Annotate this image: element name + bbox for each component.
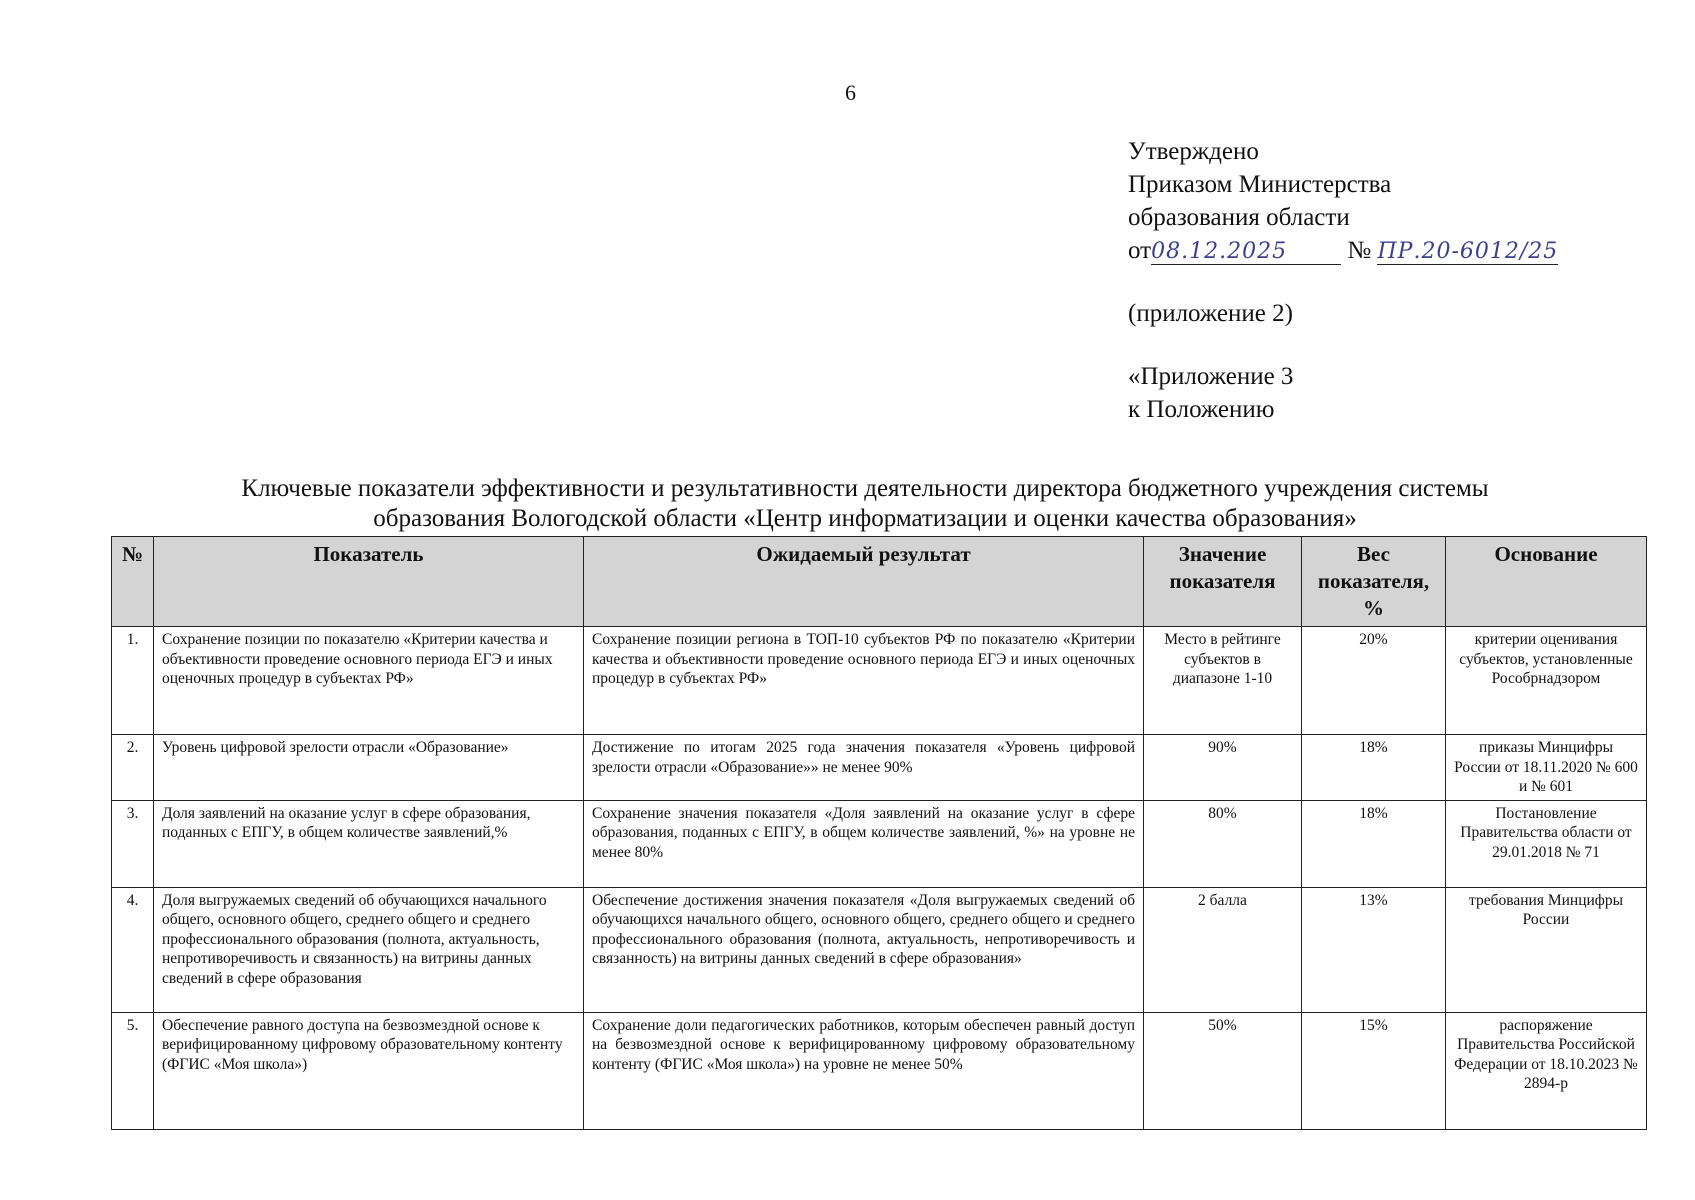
cell-indicator: Доля заявлений на оказание услуг в сфере образования, поданных с ЕПГУ, в общем количестве заявлений,%: [154, 800, 584, 887]
table-row: [112, 1012, 1647, 1129]
header-result: Ожидаемый результат: [584, 537, 1144, 627]
header-value: Значение показателя: [1144, 537, 1302, 627]
cell-basis: приказы Минцифры России от 18.11.2020 № 600 и № 601: [1446, 735, 1647, 801]
cell-weight: 15%: [1302, 1012, 1446, 1129]
ministry-label: образования области: [1128, 204, 1350, 231]
from-label: от: [1128, 237, 1152, 264]
cell-num: 2.: [112, 735, 154, 801]
table-row: [112, 887, 1647, 1012]
order-date-number: [1128, 234, 1558, 267]
cell-result: Достижение по итогам 2025 года значения показателя «Уровень цифровой зрелости отрасли «Образование»» не менее 90%: [584, 735, 1144, 801]
cell-basis: требования Минцифры России: [1446, 887, 1647, 1012]
cell-value: 90%: [1144, 735, 1302, 801]
cell-indicator: Обеспечение равного доступа на безвозмездной основе к верифицированному цифровому образовательному контенту (ФГИС «Моя школа»): [154, 1012, 584, 1129]
cell-result: Сохранение позиции региона в ТОП-10 субъектов РФ по показателю «Критерии качества и объективности проведение основного периода ЕГЭ и иных оценочных процедур в субъектах РФ»: [584, 627, 1144, 735]
cell-weight: 20%: [1302, 627, 1446, 735]
title-line-1: Ключевые показатели эффективности и результативности деятельности директора бюджетного учреждения системы: [241, 475, 1489, 502]
cell-num: 1.: [112, 627, 154, 735]
cell-indicator: Доля выгружаемых сведений об обучающихся начального общего, основного общего, среднего общего и среднего профессионального образования (полнота, актуальность, непротиворечивость и связанность) на витрины данных сведений в сфере образования: [154, 887, 584, 1012]
appendix-title: «Приложение 3: [1128, 363, 1294, 390]
header-indicator: Показатель: [154, 537, 584, 627]
cell-result: Обеспечение достижения значения показателя «Доля выгружаемых сведений об обучающихся начального общего, основного общего, среднего общего и среднего профессионального образования (полнота, актуальность, непротиворечивость и связанность) на витрины данных сведений в сфере образования»: [584, 887, 1144, 1012]
order-number-field: [1377, 239, 1558, 265]
appendix-note: (приложение 2): [1128, 300, 1293, 327]
table-header-row: [112, 537, 1647, 627]
cell-num: 5.: [112, 1012, 154, 1129]
table-row: [112, 735, 1647, 801]
cell-value: Место в рейтинге субъектов в диапазоне 1-10: [1144, 627, 1302, 735]
table-row: [112, 627, 1647, 735]
approved-label: Утверждено: [1128, 138, 1259, 165]
header-basis: Основание: [1446, 537, 1647, 627]
cell-basis: критерии оценивания субъектов, установленные Рособрнадзором: [1446, 627, 1647, 735]
order-date-field: [1151, 239, 1341, 265]
cell-value: 2 балла: [1144, 887, 1302, 1012]
cell-result: Сохранение значения показателя «Доля заявлений на оказание услуг в сфере образования, поданных с ЕПГУ, в общем количестве заявлений, %» на уровне не менее 80%: [584, 800, 1144, 887]
regulation-label: к Положению: [1128, 396, 1275, 423]
approval-block: [1128, 135, 1558, 426]
title-line-2: образования Вологодской области «Центр информатизации и оценки качества образования»: [373, 505, 1357, 532]
cell-indicator: Уровень цифровой зрелости отрасли «Образование»: [154, 735, 584, 801]
cell-num: 4.: [112, 887, 154, 1012]
number-label: №: [1347, 237, 1372, 264]
cell-weight: 13%: [1302, 887, 1446, 1012]
header-num: №: [112, 537, 154, 627]
cell-basis: распоряжение Правительства Российской Федерации от 18.10.2023 № 2894-р: [1446, 1012, 1647, 1129]
table-row: [112, 800, 1647, 887]
order-label: Приказом Министерства: [1128, 171, 1392, 198]
cell-weight: 18%: [1302, 800, 1446, 887]
header-weight: Вес показателя, %: [1302, 537, 1446, 627]
cell-value: 50%: [1144, 1012, 1302, 1129]
cell-value: 80%: [1144, 800, 1302, 887]
cell-basis: Постановление Правительства области от 29.01.2018 № 71: [1446, 800, 1647, 887]
kpi-table: [111, 536, 1647, 1130]
cell-result: Сохранение доли педагогических работников, которым обеспечен равный доступ на безвозмездной основе к верифицированному цифровому образовательному контенту (ФГИС «Моя школа») на уровне не менее 50%: [584, 1012, 1144, 1129]
handwritten-number: ПР.20-6012/25: [1377, 239, 1559, 264]
cell-weight: 18%: [1302, 735, 1446, 801]
cell-num: 3.: [112, 800, 154, 887]
handwritten-date: 08.12.2025: [1151, 239, 1288, 264]
cell-indicator: Сохранение позиции по показателю «Критерии качества и объективности проведение основного периода ЕГЭ и иных оценочных процедур в субъектах РФ»: [154, 627, 584, 735]
page-number: 6: [845, 80, 856, 105]
document-title: [120, 474, 1610, 534]
